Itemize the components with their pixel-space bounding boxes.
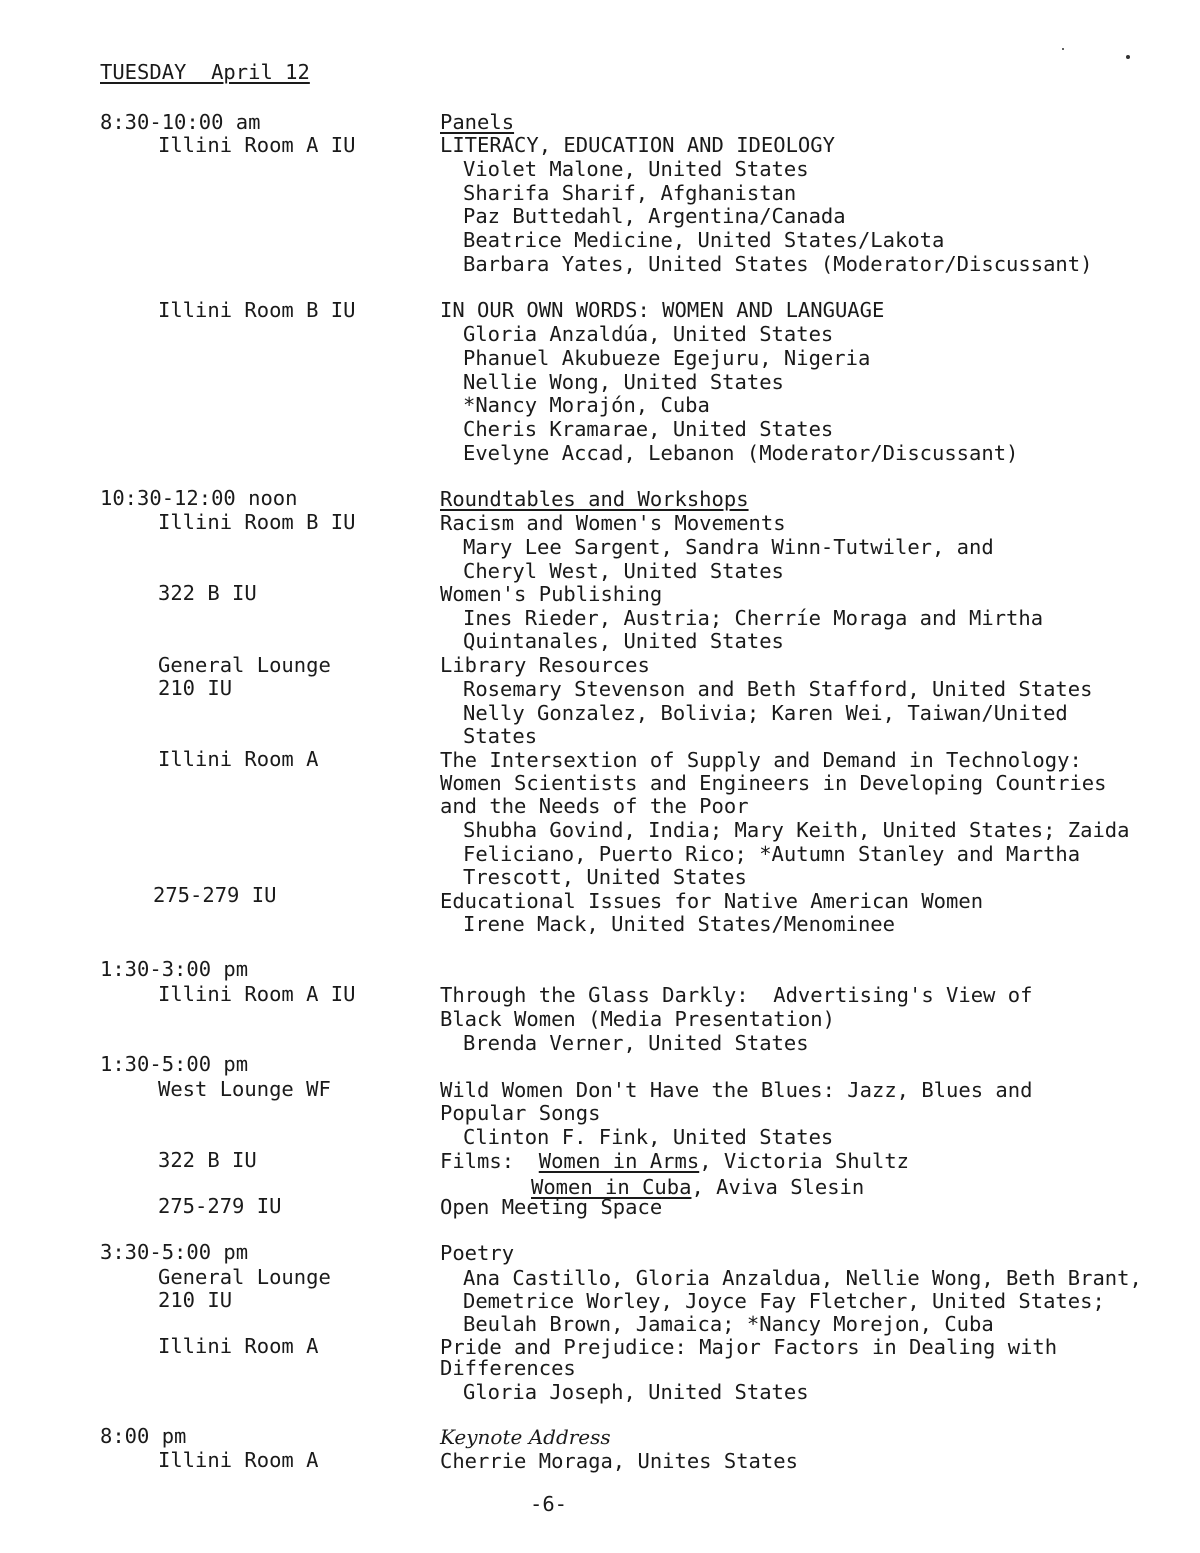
participant: Nelly Gonzalez, Bolivia; Karen Wei, Taiwan/United bbox=[463, 701, 1068, 725]
room-label: 210 IU bbox=[158, 1288, 233, 1312]
session-title: Open Meeting Space bbox=[440, 1195, 663, 1219]
session-title: Through the Glass Darkly: Advertising's View of bbox=[440, 983, 1033, 1007]
participant: Ana Castillo, Gloria Anzaldua, Nellie Wong, Beth Brant, bbox=[463, 1266, 1142, 1290]
film-director: , Aviva Slesin bbox=[691, 1175, 865, 1199]
room-label: Illini Room A bbox=[158, 1334, 319, 1358]
participant: Gloria Joseph, United States bbox=[463, 1380, 809, 1404]
session-title: Black Women (Media Presentation) bbox=[440, 1007, 835, 1031]
room-label: 322 B IU bbox=[158, 581, 257, 605]
participant: Shubha Govind, India; Mary Keith, United States; Zaida bbox=[463, 818, 1130, 842]
time-slot-2: 10:30-12:00 noon bbox=[100, 486, 298, 510]
session-title: The Intersextion of Supply and Demand in Technology: bbox=[440, 748, 1082, 772]
participant: Beatrice Medicine, United States/Lakota bbox=[463, 228, 945, 252]
participant: Violet Malone, United States bbox=[463, 157, 809, 181]
participant: Nellie Wong, United States bbox=[463, 370, 784, 394]
page-title: TUESDAY April 12 bbox=[100, 60, 310, 84]
session-title: Racism and Women's Movements bbox=[440, 511, 786, 535]
session-title: Popular Songs bbox=[440, 1101, 601, 1125]
participant: Sharifa Sharif, Afghanistan bbox=[463, 181, 797, 205]
participant: Clinton F. Fink, United States bbox=[463, 1125, 834, 1149]
participant: Beulah Brown, Jamaica; *Nancy Morejon, Cuba bbox=[463, 1312, 994, 1336]
session-title: IN OUR OWN WORDS: WOMEN AND LANGUAGE bbox=[440, 298, 885, 322]
session-title: Differences bbox=[440, 1356, 576, 1380]
time-slot-6: 8:00 pm bbox=[100, 1424, 187, 1448]
participant: Rosemary Stevenson and Beth Stafford, United States bbox=[463, 677, 1093, 701]
room-label: 275-279 IU bbox=[158, 1194, 282, 1218]
scan-speck bbox=[1126, 55, 1130, 59]
time-slot-1: 8:30-10:00 am bbox=[100, 110, 261, 134]
room-label: West Lounge WF bbox=[158, 1077, 331, 1101]
room-label: 210 IU bbox=[158, 676, 233, 700]
participant: Evelyne Accad, Lebanon (Moderator/Discussant) bbox=[463, 441, 1019, 465]
room-label: Illini Room A IU bbox=[158, 982, 356, 1006]
session-title: and the Needs of the Poor bbox=[440, 794, 749, 818]
session-title: Women's Publishing bbox=[440, 582, 663, 606]
film-title: Women in Arms bbox=[538, 1149, 700, 1173]
participant: Feliciano, Puerto Rico; *Autumn Stanley and Martha bbox=[463, 842, 1081, 866]
participant: Quintanales, United States bbox=[463, 629, 784, 653]
participant: *Nancy Morajón, Cuba bbox=[463, 393, 710, 417]
room-label: Illini Room A bbox=[158, 747, 319, 771]
scan-speck-small bbox=[1062, 48, 1064, 50]
session-title: Pride and Prejudice: Major Factors in Dealing with bbox=[440, 1335, 1058, 1359]
participant: Irene Mack, United States/Menominee bbox=[463, 912, 895, 936]
participant: Barbara Yates, United States (Moderator/Discussant) bbox=[463, 252, 1093, 276]
section-heading-roundtables: Roundtables and Workshops bbox=[440, 487, 749, 511]
page-number: -6- bbox=[530, 1492, 568, 1516]
participant: Demetrice Worley, Joyce Fay Fletcher, United States; bbox=[463, 1289, 1105, 1313]
participant: States bbox=[463, 724, 538, 748]
films-line-1 bbox=[440, 1149, 909, 1173]
session-title: Women Scientists and Engineers in Developing Countries bbox=[440, 771, 1107, 795]
participant: Cheryl West, United States bbox=[463, 559, 784, 583]
room-label: 322 B IU bbox=[158, 1148, 257, 1172]
room-label: General Lounge bbox=[158, 653, 331, 677]
participant: Gloria Anzaldúa, United States bbox=[463, 322, 834, 346]
room-label: General Lounge bbox=[158, 1265, 331, 1289]
room-label: 275-279 IU bbox=[153, 883, 277, 907]
films-prefix: Films: bbox=[440, 1149, 539, 1173]
participant: Trescott, United States bbox=[463, 865, 747, 889]
time-slot-3: 1:30-3:00 pm bbox=[100, 957, 249, 981]
participant: Ines Rieder, Austria; Cherríe Moraga and Mirtha bbox=[463, 606, 1044, 630]
participant: Cherrie Moraga, Unites States bbox=[440, 1449, 798, 1473]
room-label: Illini Room B IU bbox=[158, 298, 356, 322]
time-slot-5: 3:30-5:00 pm bbox=[100, 1240, 249, 1264]
film-director: , Victoria Shultz bbox=[699, 1149, 910, 1173]
section-heading-panels: Panels bbox=[440, 110, 515, 134]
participant: Paz Buttedahl, Argentina/Canada bbox=[463, 204, 846, 228]
participant: Cheris Kramarae, United States bbox=[463, 417, 834, 441]
room-label: Illini Room A IU bbox=[158, 133, 356, 157]
session-title: Poetry bbox=[440, 1241, 515, 1265]
film-title: Women in Cuba bbox=[531, 1175, 692, 1199]
keynote-heading: Keynote Address bbox=[440, 1425, 611, 1449]
participant: Brenda Verner, United States bbox=[463, 1031, 809, 1055]
session-title: Library Resources bbox=[440, 653, 650, 677]
session-title: Educational Issues for Native American Women bbox=[440, 889, 984, 913]
participant: Mary Lee Sargent, Sandra Winn-Tutwiler, and bbox=[463, 535, 994, 559]
participant: Phanuel Akubueze Egejuru, Nigeria bbox=[463, 346, 871, 370]
room-label: Illini Room A bbox=[158, 1448, 319, 1472]
time-slot-4: 1:30-5:00 pm bbox=[100, 1052, 249, 1076]
session-title: Wild Women Don't Have the Blues: Jazz, Blues and bbox=[440, 1078, 1033, 1102]
room-label: Illini Room B IU bbox=[158, 510, 356, 534]
session-title: LITERACY, EDUCATION AND IDEOLOGY bbox=[440, 133, 835, 157]
